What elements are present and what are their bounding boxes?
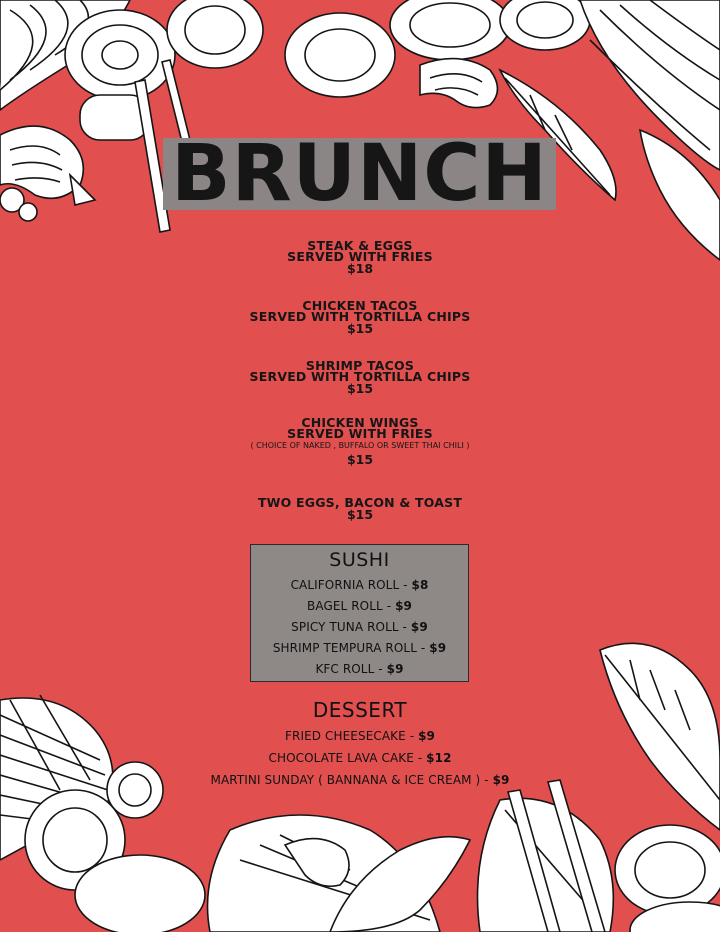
item-price: $9 [386,662,404,676]
item-price: $15 [346,321,374,336]
sushi-roll-icon [615,825,720,932]
list-item [160,747,560,769]
item-name: CALIFORNIA ROLL - [290,578,412,592]
item-description: SERVED WITH FRIES [287,426,433,441]
menu-item [160,360,560,417]
item-description: SERVED WITH TORTILLA CHIPS [249,369,471,384]
item-name: STEAK & EGGS [307,238,413,253]
sushi-section [250,544,469,682]
item-name: CHOCOLATE LAVA CAKE - [268,751,427,765]
shrimp-icon [0,126,95,221]
item-name: SHRIMP TACOS [305,358,415,373]
list-item [251,659,468,680]
item-description: SERVED WITH TORTILLA CHIPS [249,309,471,324]
list-item [251,638,468,659]
item-price: $9 [492,773,510,787]
item-price: $18 [346,261,374,276]
list-item [251,617,468,638]
item-name: BAGEL ROLL - [307,599,396,613]
item-name: MARTINI SUNDAY ( BANNANA & ICE CREAM ) - [210,773,493,787]
menu-item [160,240,560,300]
item-name: SPICY TUNA ROLL - [291,620,411,634]
list-item [251,575,468,596]
list-item [251,596,468,617]
item-price: $15 [346,381,374,396]
item-name: CHICKEN TACOS [302,298,418,313]
item-name: TWO EGGS, BACON & TOAST [257,495,463,510]
sushi-heading: SUSHI [329,549,390,571]
item-price: $15 [346,507,374,522]
item-price: $9 [418,729,435,743]
list-item [160,725,560,747]
shrimp-icon [420,59,498,108]
item-price: $9 [395,599,412,613]
brunch-items [160,240,560,521]
menu-item [160,417,560,497]
item-name: SHRIMP TEMPURA ROLL - [272,641,430,655]
list-item [160,769,560,791]
dessert-section [160,696,560,791]
item-name: KFC ROLL - [315,662,387,676]
item-price: $12 [426,751,452,765]
menu-item [160,497,560,521]
dessert-heading: DESSERT [312,698,408,722]
item-name: CHICKEN WINGS [301,415,419,430]
item-price: $9 [410,620,428,634]
item-price: $9 [429,641,447,655]
item-price: $8 [411,578,429,592]
item-note: ( CHOICE OF NAKED , BUFFALO OR SWEET THAI CHILI ) [250,441,470,450]
item-name: FRIED CHEESECAKE - [285,729,419,743]
page-title: BRUNCH [171,129,548,219]
item-description: SERVED WITH FRIES [287,249,433,264]
item-price: $15 [346,452,374,467]
menu-item [160,300,560,360]
